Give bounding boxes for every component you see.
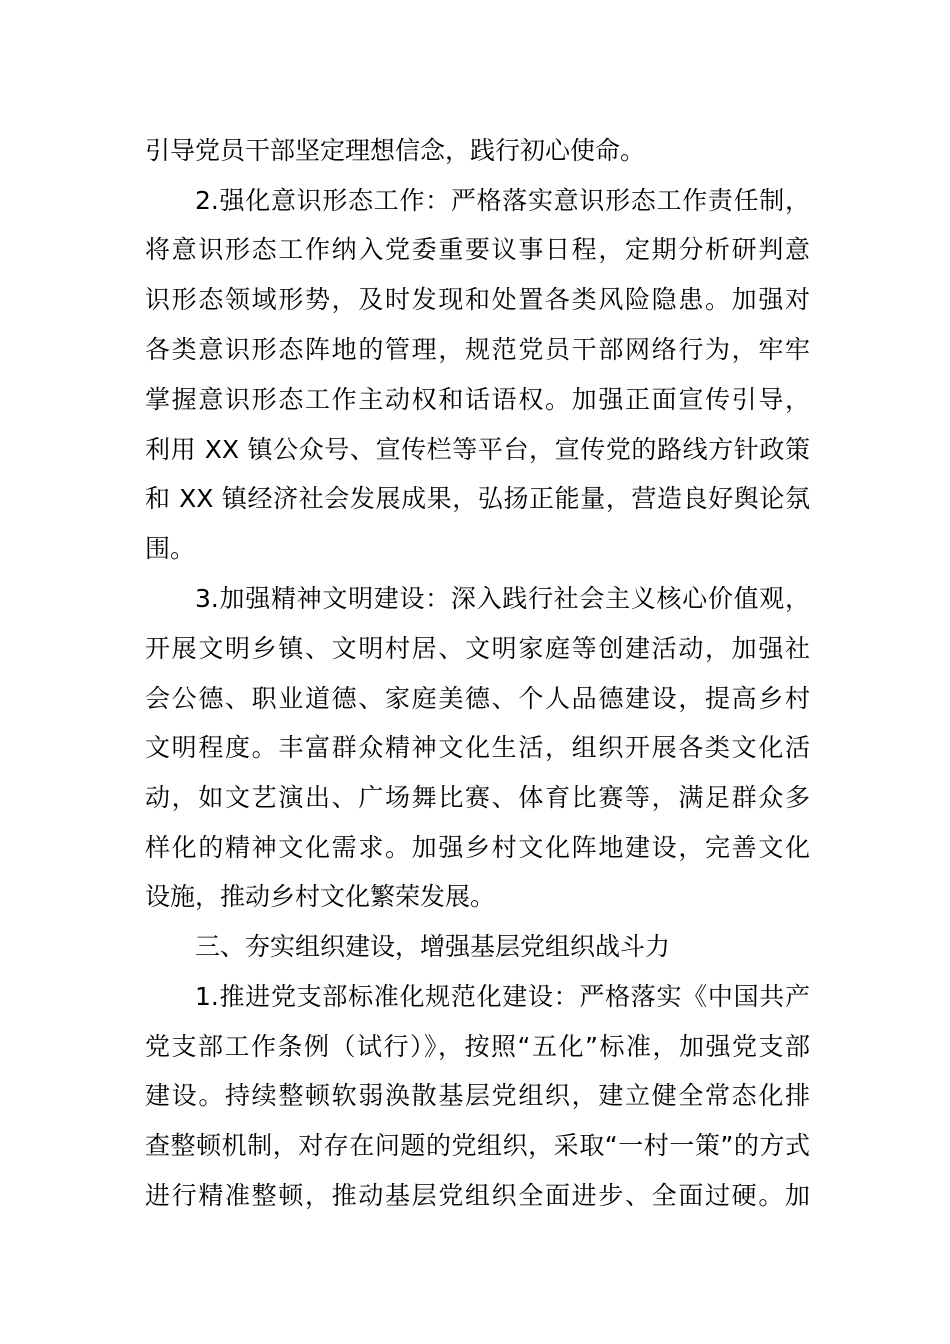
text-line-13: 文明程度。丰富群众精神文化生活，组织开展各类文化活 bbox=[145, 733, 810, 762]
text-line-22: 进行精准整顿，推动基层党组织全面进步、全面过硬。加 bbox=[145, 1181, 810, 1210]
text-line-7: 利用 XX 镇公众号、宣传栏等平台，宣传党的路线方针政策 bbox=[145, 435, 810, 464]
text-line-19: 党支部工作条例（试行）》，按照“五化”标准，加强党支部 bbox=[145, 1032, 810, 1061]
text-line-21: 查整顿机制，对存在问题的党组织，采取“一村一策”的方式 bbox=[145, 1131, 810, 1160]
text-line-8: 和 XX 镇经济社会发展成果，弘扬正能量，营造良好舆论氛 bbox=[145, 484, 810, 513]
text-line-10: 3.加强精神文明建设：深入践行社会主义核心价值观， bbox=[195, 584, 810, 613]
text-line-6: 掌握意识形态工作主动权和话语权。加强正面宣传引导， bbox=[145, 385, 810, 414]
section-heading: 三、夯实组织建设，增强基层党组织战斗力 bbox=[195, 932, 671, 961]
text-line-4: 识形态领域形势，及时发现和处置各类风险隐患。加强对 bbox=[145, 285, 810, 314]
text-line-14: 动，如文艺演出、广场舞比赛、体育比赛等，满足群众多 bbox=[145, 783, 810, 812]
text-line-1: 引导党员干部坚定理想信念，践行初心使命。 bbox=[145, 136, 646, 165]
text-line-18: 1.推进党支部标准化规范化建设：严格落实《中国共产 bbox=[195, 982, 810, 1011]
text-line-15: 样化的精神文化需求。加强乡村文化阵地建设，完善文化 bbox=[145, 833, 810, 862]
text-line-9: 围。 bbox=[145, 534, 196, 563]
text-line-2: 2.强化意识形态工作：严格落实意识形态工作责任制， bbox=[195, 186, 810, 215]
text-line-16: 设施，推动乡村文化繁荣发展。 bbox=[145, 882, 496, 911]
text-line-11: 开展文明乡镇、文明村居、文明家庭等创建活动，加强社 bbox=[145, 634, 810, 663]
text-line-12: 会公德、职业道德、家庭美德、个人品德建设，提高乡村 bbox=[145, 684, 810, 713]
text-line-3: 将意识形态工作纳入党委重要议事日程，定期分析研判意 bbox=[145, 235, 810, 264]
text-line-20: 建设。持续整顿软弱涣散基层党组织，建立健全常态化排 bbox=[145, 1081, 810, 1110]
text-line-5: 各类意识形态阵地的管理，规范党员干部网络行为，牢牢 bbox=[145, 335, 810, 364]
